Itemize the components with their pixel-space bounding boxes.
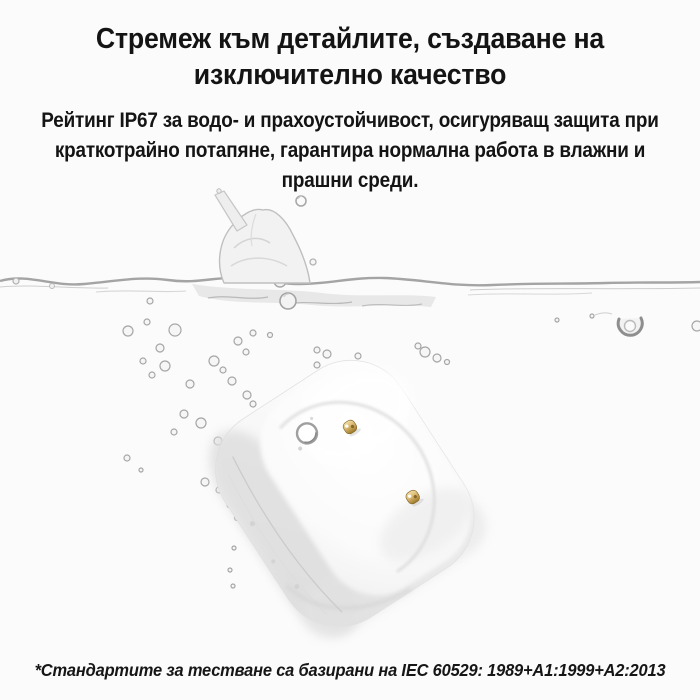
device-case (193, 335, 501, 649)
water-line (0, 278, 700, 285)
description (35, 106, 665, 196)
water-splash (215, 189, 316, 283)
description-line-1: Рейтинг IP67 за водо- и прахоустойчивост, осигуряващ защита при (41, 109, 659, 132)
description-line-2: краткотрайно потапяне, гарантира нормална работа в влажни и (54, 139, 646, 162)
description-line-3: прашни среди. (281, 169, 419, 192)
water-surface (0, 274, 700, 309)
page-title (28, 0, 672, 93)
footnote: *Стандартите за тестване са базирани на IEC 60529: 1989+A1:1999+A2:2013 (34, 660, 666, 680)
header (0, 0, 700, 196)
water-droplet (296, 196, 306, 206)
title-line-2: изключително качество (193, 59, 507, 91)
surface-ring-bubble (595, 313, 642, 335)
title-line-1: Стремеж към детайлите, създаване на (95, 23, 605, 55)
